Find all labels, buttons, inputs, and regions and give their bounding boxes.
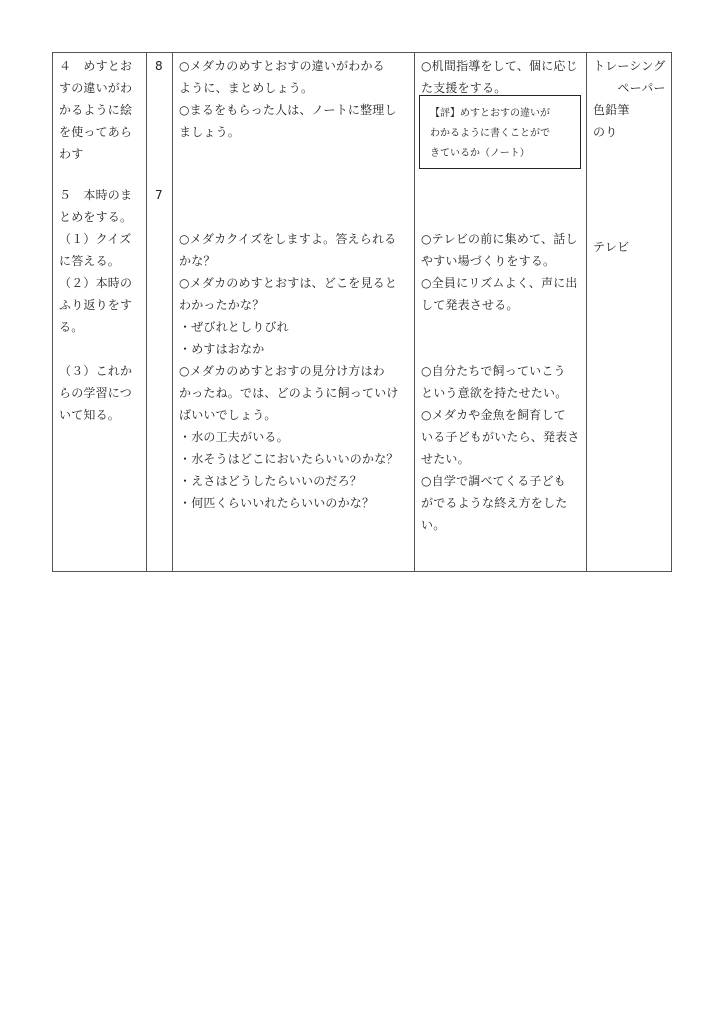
materials-step-4: トレーシング ペーパー 色鉛筆 のり [593,59,666,139]
time-column [147,53,173,571]
evaluation-criteria: 【評】めすとおすの違いが わかるように書くことがで きているか（ノート） [430,108,550,159]
activity-step-5: ５ 本時のま とめをする。 （１）クイズ に答える。 （２）本時の ふり返りをす る。 （３）これか らの学習につ いて知る。 [59,188,133,422]
time-minutes-step-4: 8 [155,59,163,73]
activity-step-4: ４ めすとお すの違いがわ かるように絵 を使ってあら わす [59,59,133,161]
support-column [415,53,587,571]
materials-column [587,53,673,571]
support-notes-step-4: ○机間指導をして、個に応じ た支援をする。 [421,59,578,95]
lesson-plan-table [52,52,672,572]
activity-column [53,53,147,571]
support-notes-step-5: ○テレビの前に集めて、話し やすい場づくりをする。 ○全員にリズムよく、声に出 して発表させる。 ○自分たちで飼っていこう という意欲を持たせたい。 ○メダカや金魚を飼育して いる子どもがいたら、発表さ せたい。 ○自学で調べてくる子ども がでるような終え方をした い。 [421,232,580,532]
teacher-prompts-step-4: ○メダカのめすとおすの違いがわかる ように、まとめしょう。 ○まるをもらった人は、ノートに整理し ましょう。 [179,59,397,139]
teacher-activity-column [173,53,415,571]
materials-step-5: テレビ [593,240,630,254]
time-minutes-step-5: 7 [155,188,163,202]
evaluation-box [419,95,581,169]
teacher-prompts-step-5: ○メダカクイズをしますよ。答えられる かな？ ○メダカのめすとおすは、どこを見ると わかったかな？ ・ぜびれとしりびれ ・めすはおなか ○メダカのめすとおすの見分け方はわ かったね。では、どのように飼っていけ ばいいでしょう。 ・水の工夫がいる。 ・水そうはどこにおいたらいいのかな？ ・えさはどうしたらいいのだろ？ ・何匹くらいいれたらいいのかな？ [179,232,399,510]
